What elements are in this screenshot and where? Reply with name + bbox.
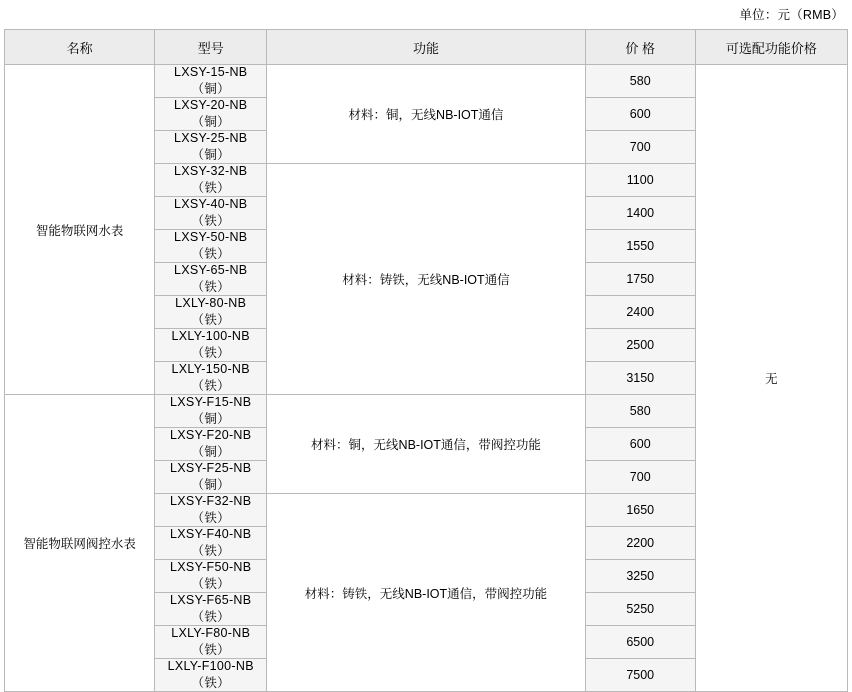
product-model: LXSY-15-NB（铜）: [155, 65, 267, 98]
product-model: LXSY-F40-NB（铁）: [155, 527, 267, 560]
product-price: 1750: [585, 263, 695, 296]
column-header-price: 价 格: [585, 30, 695, 65]
product-model: LXSY-F20-NB（铜）: [155, 428, 267, 461]
table-header-row: [5, 30, 848, 65]
product-function: 材料：铸铁，无线NB-IOT通信: [267, 164, 585, 395]
product-model: LXSY-50-NB（铁）: [155, 230, 267, 263]
product-model: LXSY-F50-NB（铁）: [155, 560, 267, 593]
product-price: 3150: [585, 362, 695, 395]
column-header-function: 功能: [267, 30, 585, 65]
product-function: 材料：铜，无线NB-IOT通信: [267, 65, 585, 164]
product-price: 580: [585, 395, 695, 428]
product-model: LXLY-150-NB（铁）: [155, 362, 267, 395]
product-model: LXLY-100-NB（铁）: [155, 329, 267, 362]
table-row: [5, 65, 848, 98]
product-model: LXLY-F80-NB（铁）: [155, 626, 267, 659]
product-function: 材料：铸铁，无线NB-IOT通信，带阀控功能: [267, 494, 585, 692]
product-price: 5250: [585, 593, 695, 626]
product-price: 3250: [585, 560, 695, 593]
product-model: LXSY-65-NB（铁）: [155, 263, 267, 296]
product-price: 2400: [585, 296, 695, 329]
product-model: LXSY-F65-NB（铁）: [155, 593, 267, 626]
unit-note: 单位：元（RMB）: [739, 8, 844, 22]
product-price: 2200: [585, 527, 695, 560]
product-price: 7500: [585, 659, 695, 692]
product-price: 6500: [585, 626, 695, 659]
product-price: 1100: [585, 164, 695, 197]
product-category-name: 智能物联网水表: [5, 65, 155, 395]
product-category-name: 智能物联网阀控水表: [5, 395, 155, 692]
product-price: 700: [585, 131, 695, 164]
optional-function-price: 无: [695, 65, 847, 692]
table-body: [5, 65, 848, 692]
product-model: LXLY-F100-NB（铁）: [155, 659, 267, 692]
product-price-table: [4, 29, 848, 692]
product-model: LXSY-25-NB（铜）: [155, 131, 267, 164]
product-price: 1650: [585, 494, 695, 527]
product-price: 700: [585, 461, 695, 494]
table-header: [5, 30, 848, 65]
column-header-model: 型号: [155, 30, 267, 65]
product-model: LXSY-F25-NB（铜）: [155, 461, 267, 494]
product-price: 600: [585, 428, 695, 461]
product-price: 1550: [585, 230, 695, 263]
column-header-name: 名称: [5, 30, 155, 65]
product-model: LXSY-32-NB（铁）: [155, 164, 267, 197]
product-price: 2500: [585, 329, 695, 362]
product-model: LXLY-80-NB（铁）: [155, 296, 267, 329]
product-price: 1400: [585, 197, 695, 230]
product-model: LXSY-F32-NB（铁）: [155, 494, 267, 527]
product-price: 600: [585, 98, 695, 131]
column-header-optional-price: 可选配功能价格: [695, 30, 847, 65]
product-model: LXSY-40-NB（铁）: [155, 197, 267, 230]
product-model: LXSY-F15-NB（铜）: [155, 395, 267, 428]
product-function: 材料：铜，无线NB-IOT通信，带阀控功能: [267, 395, 585, 494]
product-model: LXSY-20-NB（铜）: [155, 98, 267, 131]
product-price: 580: [585, 65, 695, 98]
